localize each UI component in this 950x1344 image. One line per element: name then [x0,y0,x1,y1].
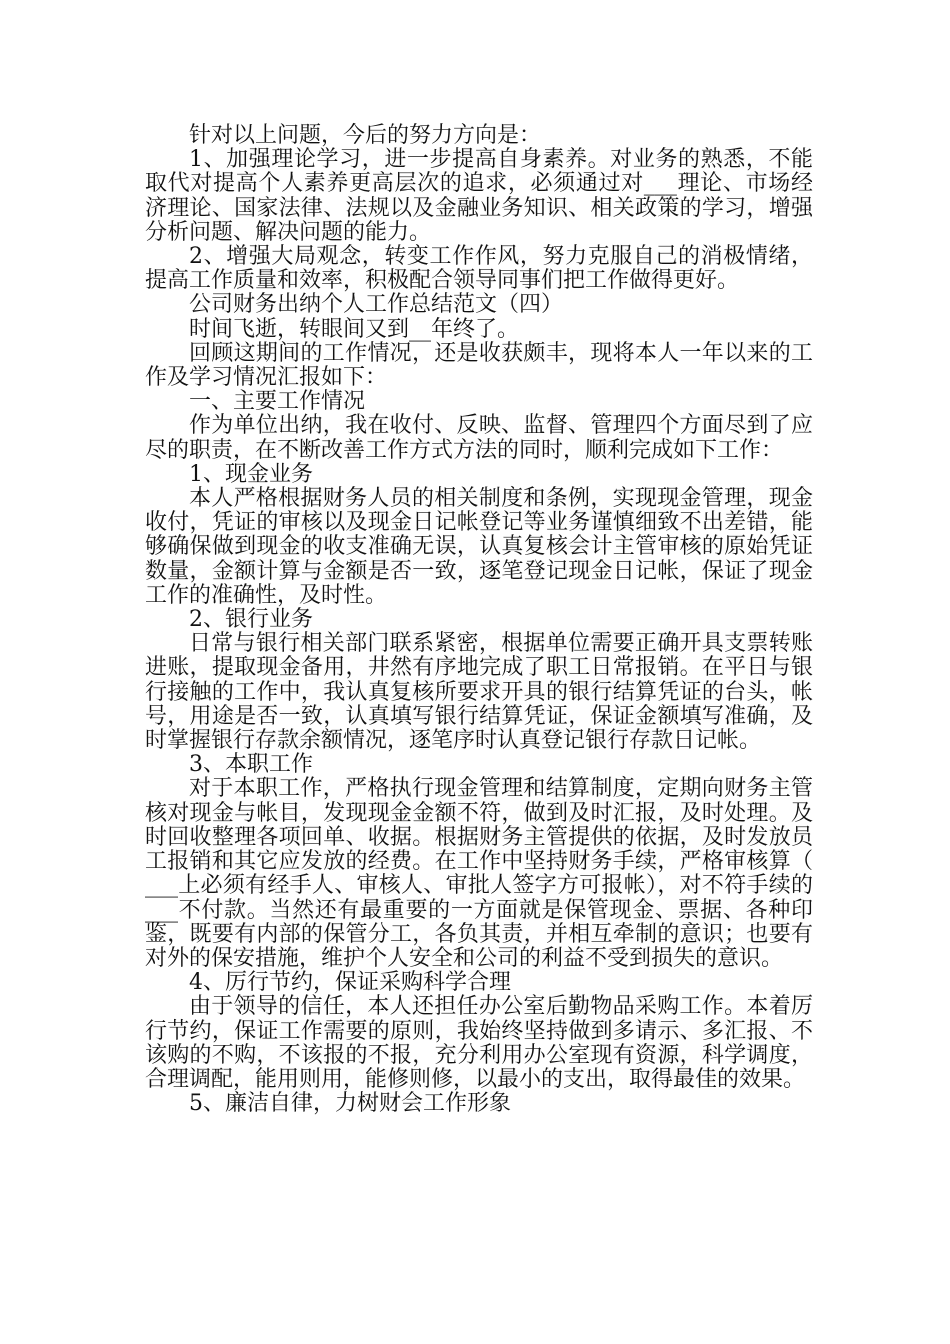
heading-cash-business: 1、现金业务 [189,461,313,487]
document-body [145,124,813,1116]
heading-integrity: 5、廉洁自律，力树财会工作形象 [189,1091,511,1117]
paragraph-item-2-outlook: 2、增强大局观念，转变工作作风，努力克服自己的消极情绪，提高工作质量和效率，积极配合领导同事们把工作做得更好。 [145,244,813,294]
paragraph-review: 回顾这期间的工作情况，还是收获颇丰，现将本人一年以来的工作及学习情况汇报如下： [145,340,813,391]
paragraph-own-work: 对于本职工作，严格执行现金管理和结算制度，定期向财务主管核对现金与帐目，发现现金金额不符，做到及时汇报，及时处理。及时回收整理各项回单、收据。根据财务主管提供的依据，及时发放员工报销和其它应发放的经费。在工作中坚持财务手续，严格审核算（___上必须有经手人、审核人、审批人签字方可报帐），对不符手续的___不付款。当然还有最重要的一方面就是保管现金、票据、各种印鉴，既要有内部的保管分工，各负其责，并相互牵制的意识；也要有对外的保安措施，维护个人安全和公司的利益不受到损失的意识。 [145,776,813,971]
paragraph-bank-business: 日常与银行相关部门联系紧密，根据单位需要正确开具支票转账进账，提取现金备用，井然有序地完成了职工日常报销。在平日与银行接触的工作中，我认真复核所要求开具的银行结算凭证的台头，帐号，用途是否一致，认真填写银行结算凭证，保证金额填写准确，及时掌握银行存款余额情况，逐笔序时认真登记银行存款日记帐。 [145,631,813,754]
section-title: 公司财务出纳个人工作总结范文（四） [189,292,564,318]
paragraph-item-1-theory: 1、加强理论学习，进一步提高自身素养。对业务的熟悉，不能取代对提高个人素养更高层次的追求，必须通过对___理论、市场经济理论、国家法律、法规以及金融业务知识、相关政策的学习，增强分析问题、解决问题的能力。 [145,147,813,245]
paragraph-directions-intro: 针对以上问题，今后的努力方向是： [189,123,542,148]
heading-bank-business: 2、银行业务 [189,607,313,633]
heading-main-work: 一、主要工作情况 [189,389,366,415]
paragraph-frugality: 由于领导的信任，本人还担任办公室后勤物品采购工作。本着厉行节约，保证工作需要的原则，我始终坚持做到多请示、多汇报、不该购的不购，不该报的不报，充分利用办公室现有资源，科学调度，合理调配，能用则用，能修则修，以最小的支出，取得最佳的效果。 [145,994,813,1092]
paragraph-cash-business: 本人严格根据财务人员的相关制度和条例，实现现金管理，现金收付，凭证的审核以及现金日记帐登记等业务谨慎细致不出差错，能够确保做到现金的收支准确无误，认真复核会计主管审核的原始凭证数量，金额计算与金额是否一致，逐笔登记现金日记帐，保证了现金工作的准确性，及时性。 [145,486,813,608]
heading-own-work: 3、本职工作 [189,752,313,778]
paragraph-cashier-duties: 作为单位出纳，我在收付、反映、监督、管理四个方面尽到了应尽的职责，在不断改善工作方式方法的同时，顺利完成如下工作： [145,413,813,463]
heading-frugality: 4、厉行节约，保证采购科学合理 [189,970,511,996]
paragraph-time-flies: 时间飞逝，转眼间又到__年终了。 [189,316,520,342]
